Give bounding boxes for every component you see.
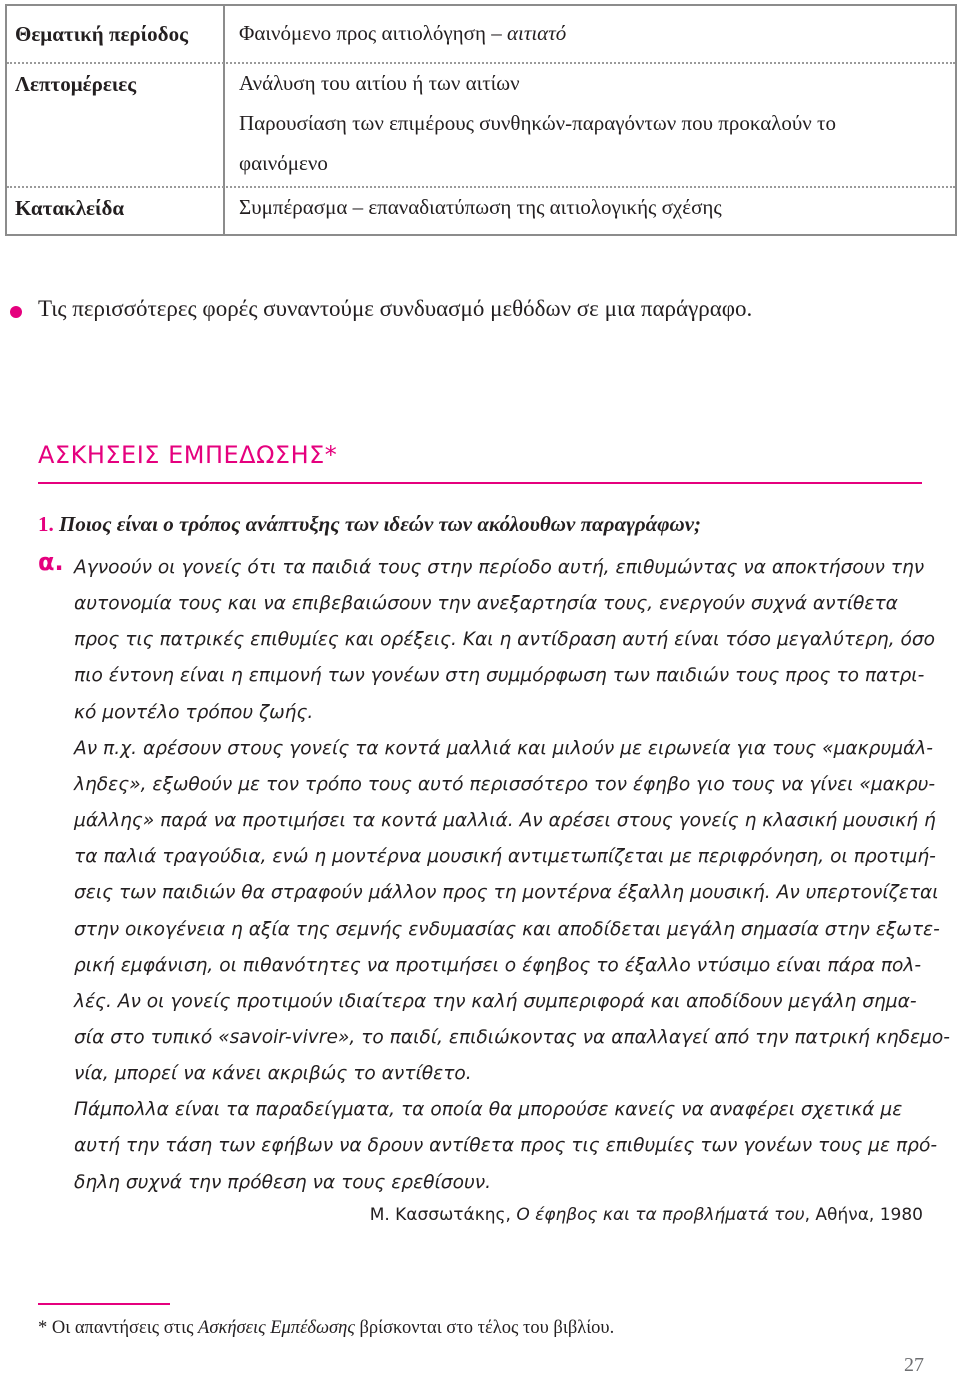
section-rule (38, 482, 922, 484)
passage-line: προς τις πατρικές επιθυμίες και ορέξεις. Και η αντίδραση αυτή είναι τόσο μεγαλύτερη, όσο (74, 629, 936, 651)
answer-letter: α. (38, 548, 64, 576)
exercise-question (38, 512, 701, 537)
section-title: ΑΣΚΗΣΕΙΣ ΕΜΠΕΔΩΣΗΣ* (38, 441, 338, 469)
passage-line: Αγνοούν οι γονείς ότι τα παιδιά τους στην περίοδο αυτή, επιθυμώντας να αποκτήσουν την (74, 557, 925, 578)
passage-line: νία, μπορεί να κάνει ακριβώς το αντίθετο. (74, 1063, 472, 1085)
table-value-details-3: φαινόμενο (239, 151, 328, 175)
table-label-conclusion: Κατακλείδα (15, 196, 125, 220)
method-table (5, 4, 957, 236)
table-value-details-2: Παρουσίαση των επιμέρους συνθηκών-παραγόντων που προκαλούν το (239, 111, 836, 135)
passage-line: αυτή την τάση των εφήβων να δρουν αντίθετα προς τις επιθυμίες των γονέων τους με πρό- (74, 1135, 938, 1157)
passage-line: δηλη συχνά την πρόθεση να τους ερεθίσουν. (74, 1171, 492, 1193)
passage-line: στην οικογένεια η αξία της σεμνής ενδυμασίας και αποδίδεται μεγάλη σημασία στην εξωτε- (74, 918, 940, 940)
passage-line: ληδες», εξωθούν με τον τρόπο τους αυτό περισσότερο τον έφηβο γιο τους να γίνει «μακρυ- (74, 773, 936, 795)
passage-line: πιο έντονη είναι η επιμονή των γονέων στη συμμόρφωση των παιδιών τους προς το πατρι- (74, 665, 925, 687)
table-value-conclusion: Συμπέρασμα – επαναδιατύπωση της αιτιολογικής σχέσης (239, 195, 722, 219)
passage-line: τα παλιά τραγούδια, ενώ η μοντέρνα μουσική αντιμετωπίζεται με περιφρόνηση, οι προτιμή- (74, 846, 936, 868)
question-text: Ποιος είναι ο τρόπος ανάπτυξης των ιδεών των ακόλουθων παραγράφων; (59, 512, 702, 536)
bullet-text: Τις περισσότερες φορές συναντούμε συνδυασμό μεθόδων σε μια παράγραφο. (38, 296, 753, 321)
footnote: * Οι απαντήσεις στις Ασκήσεις Εμπέδωσης βρίσκονται στο τέλος του βιβλίου. (38, 1318, 615, 1338)
table-value-thematic: Φαινόμενο προς αιτιολόγηση – αιτιατό (239, 21, 567, 45)
passage-line: αυτονομία τους και να επιβεβαιώσουν την ανεξαρτησία τους, ενεργούν συχνά αντίθετα (74, 593, 898, 615)
passage-line: λές. Αν οι γονείς προτιμούν ιδιαίτερα την καλή συμπεριφορά και αποδίδουν μεγάλη σημα- (74, 990, 917, 1012)
question-number: 1. (38, 512, 54, 536)
source-citation: Μ. Κασσωτάκης, Ο έφηβος και τα προβλήματά του, Αθήνα, 1980 (369, 1205, 923, 1225)
passage-line: σεις των παιδιών θα στραφούν μάλλον προς τη μοντέρνα έξαλλη μουσική. Αν υπερτονίζεται (74, 882, 939, 904)
passage-line: Αν π.χ. αρέσουν στους γονείς τα κοντά μαλλιά και μιλούν με ειρωνεία για τους «μακρυμάλ- (74, 737, 934, 759)
passage-line: Πάμπολλα είναι τα παραδείγματα, τα οποία θα μπορούσε κανείς να αναφέρει σχετικά με (74, 1099, 903, 1121)
footnote-rule (38, 1303, 170, 1305)
passage-line: ρική εμφάνιση, οι πιθανότητες να προτιμήσει ο έφηβος το έξαλλο ντύσιμο είναι πάρα πολ- (74, 954, 922, 976)
bullet-dot-icon (10, 306, 22, 318)
bullet-note (38, 296, 752, 322)
page-number: 27 (904, 1354, 924, 1376)
passage-line: σία στο τυπικό «savoir-vivre», το παιδί, επιδιώκοντας να απαλλαγεί από την πατρική κηδεμο- (74, 1026, 950, 1048)
table-label-thematic: Θεματική περίοδος (15, 22, 188, 46)
table-column-divider (223, 6, 225, 234)
passage-line: κό μοντέλο τρόπου ζωής. (74, 701, 314, 723)
passage-line: μάλλης» παρά να προτιμήσει τα κοντά μαλλιά. Αν αρέσει στους γονείς η κλασική μουσική ή (74, 810, 936, 832)
table-value-details-1: Ανάλυση του αιτίου ή των αιτίων (239, 71, 520, 95)
table-label-details: Λεπτομέρειες (15, 72, 137, 96)
